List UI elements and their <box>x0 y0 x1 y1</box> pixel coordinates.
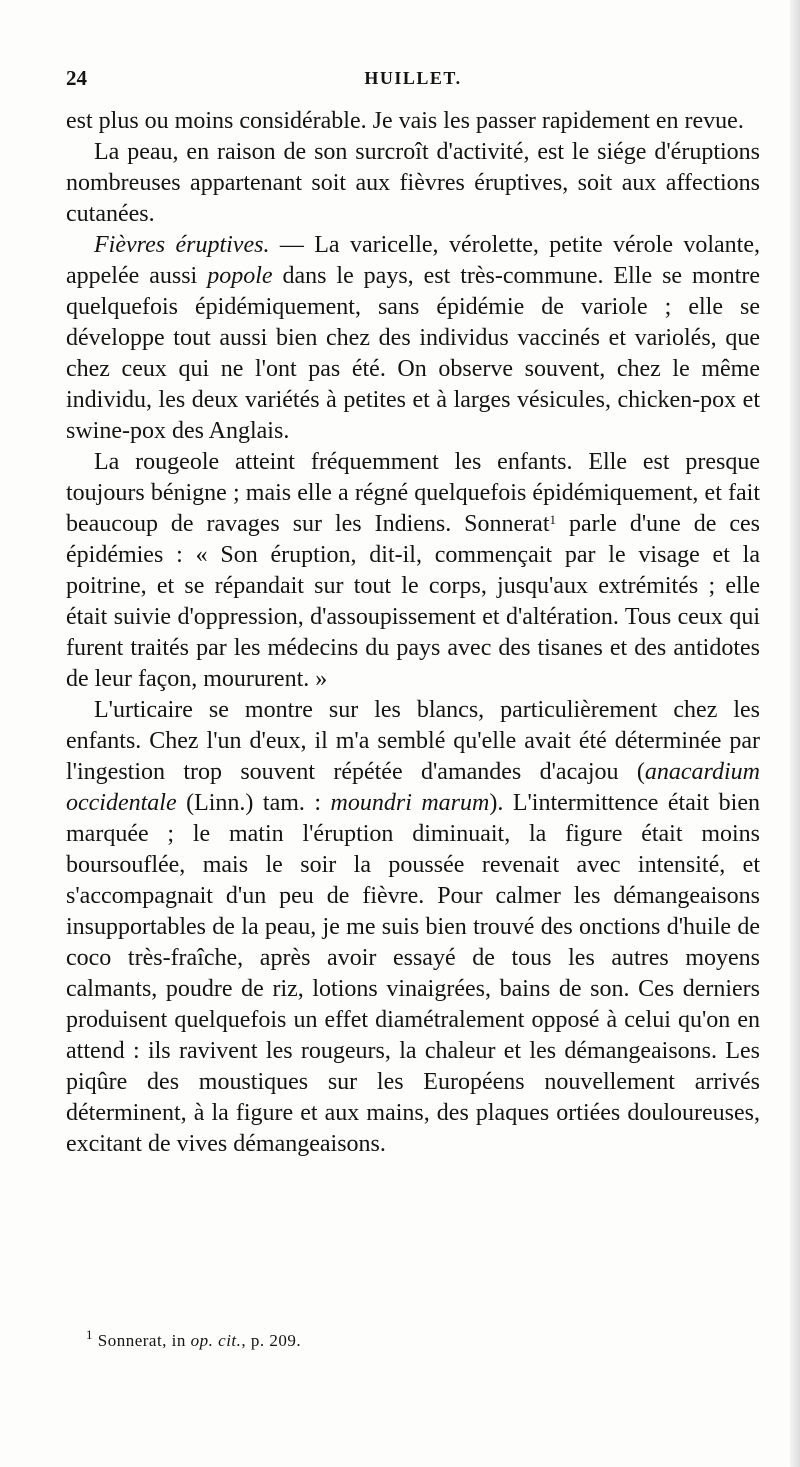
paragraph-3-text-b: dans le pays, est très-commune. Elle se montre quelquefois épidémiquement, sans épidémie de variole ; elle se développe tout aussi bien chez des individus vaccinés et variolés, que chez ceux qui ne l'ont pas été. On observe souvent, chez le même individu, les deux variétés à petites et à larges vésicules, chicken-pox et swine-pox des Anglais. <box>66 263 760 444</box>
term-popole: popole <box>207 263 273 289</box>
paragraph-3-text-a: — La varicelle, vérolette, petite vérole volante, appelée aussi <box>66 232 760 289</box>
footnote-marker: 1 <box>86 1327 93 1342</box>
body-text <box>66 106 760 1160</box>
paragraph-1: est plus ou moins considérable. Je vais les passer rapidement en revue. <box>66 108 744 134</box>
footnote-abbrev: op. cit. <box>190 1331 242 1350</box>
paragraph-4 <box>66 447 760 695</box>
latin-name: anacardium occidentale <box>66 759 760 816</box>
paragraph-5-text-a: L'urticaire se montre sur les blancs, particulièrement chez les enfants. Chez l'un d'eux, il m'a semblé qu'elle avait été déterminée par l'ingestion trop souvent répétée d'amandes d'acajou ( <box>66 697 760 785</box>
footnote-page: , p. 209. <box>241 1331 302 1350</box>
paragraph-5-text-c: ). L'intermittence était bien marquée ; le matin l'éruption diminuait, la figure était moins boursouflée, mais le soir la poussée revenait avec intensité, et s'accompagnait d'un peu de fièvre. Pour calmer les démangeaisons insupportables de la peau, je me suis bien trouvé des onctions d'huile de coco très-fraîche, après avoir essayé de tous les autres moyens calmants, poudre de riz, lotions vinaigrées, bains de son. Ces derniers produisent quelquefois un effet diamétralement opposé à celui qu'on en attend : ils ravivent les rougeurs, la chaleur et les démangeaisons. Les piqûre des moustiques sur les Européens nouvellement arrivés déterminent, à la figure et aux mains, des plaques ortiées douloureuses, excitant de vives démangeaisons. <box>66 790 760 1157</box>
footnote <box>86 1327 686 1352</box>
page-edge-shadow <box>790 0 800 1467</box>
paragraph-4-text-b: parle d'une de ces épidémies : « Son éruption, dit-il, commençait par le visage et la poitrine, et se répandait sur tout le corps, jusqu'aux extrémités ; elle était suivie d'oppression, d'assoupissement et d'altération. Tous ceux qui furent traités par les médecins du pays avec des tisanes et des antidotes de leur façon, moururent. » <box>66 511 760 692</box>
footnote-author: Sonnerat, in <box>97 1331 191 1350</box>
running-head: HUILLET. <box>364 68 462 88</box>
paragraph-3 <box>66 230 760 447</box>
paragraph-5 <box>66 695 760 1160</box>
paragraph-5-text-b: (Linn.) tam. : <box>176 790 331 816</box>
tamil-name: moundri marum <box>330 790 490 816</box>
footnote-reference: 1 <box>549 512 556 527</box>
page-header <box>66 66 760 96</box>
paragraph-2: La peau, en raison de son surcroît d'activité, est le siége d'éruptions nombreuses appartenant soit aux fièvres éruptives, soit aux affections cutanées. <box>66 139 760 227</box>
paragraph-4-text-a: La rougeole atteint fréquemment les enfants. Elle est presque toujours bénigne ; mais elle a régné quelquefois épidémiquement, et fait beaucoup de ravages sur les Indiens. Sonnerat <box>66 449 760 537</box>
section-heading-fievres-eruptives: Fièvres éruptives. <box>94 232 270 258</box>
page-number: 24 <box>66 66 87 90</box>
